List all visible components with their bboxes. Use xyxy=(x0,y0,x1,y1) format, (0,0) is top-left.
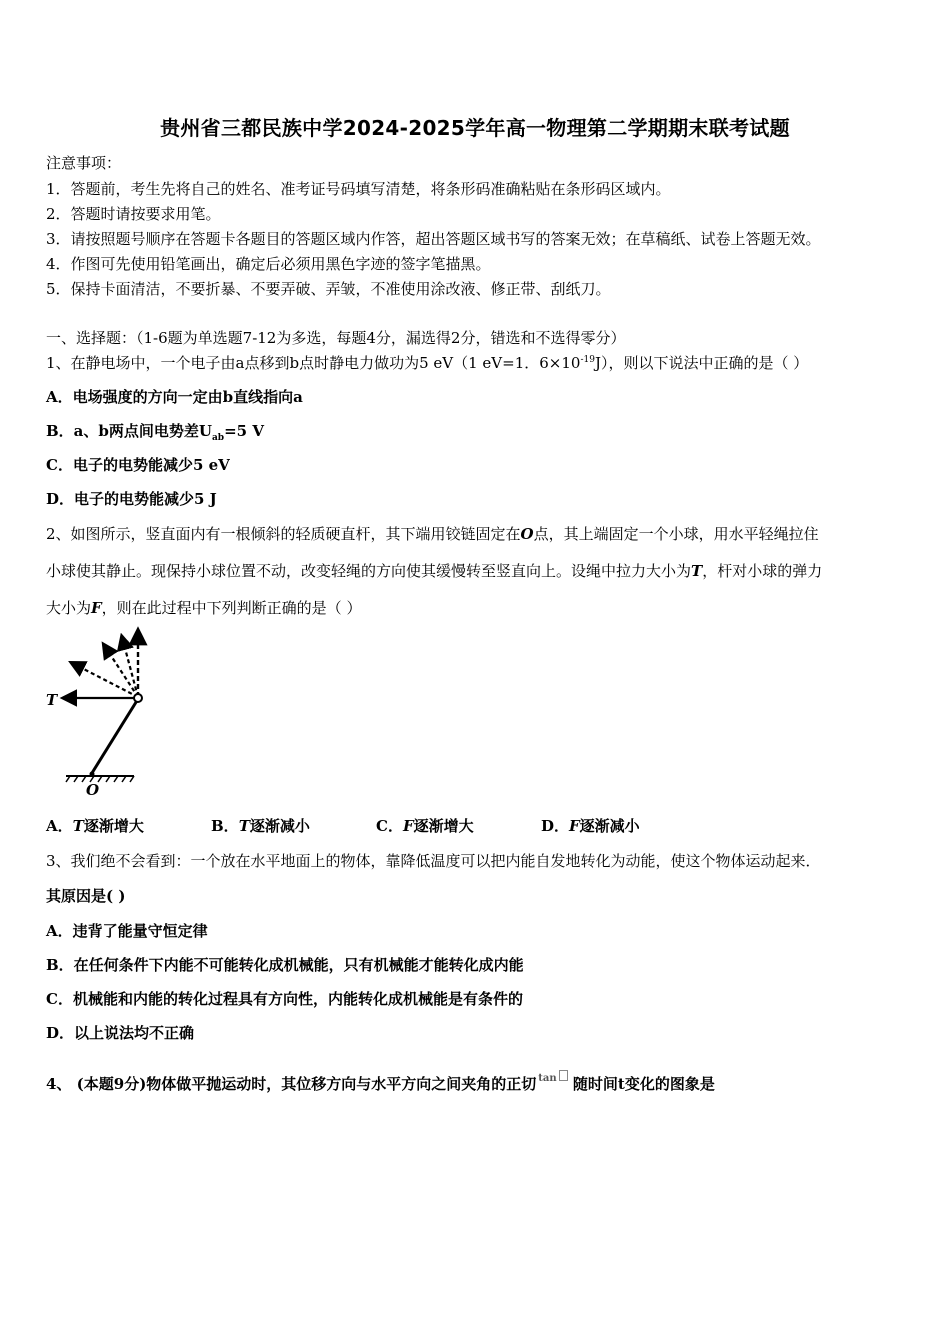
option-text: 逐渐增大 xyxy=(83,817,144,835)
q2-var-f: F xyxy=(91,599,102,617)
q1-option-b-sub: ab xyxy=(211,433,225,443)
option-text: 逐渐增大 xyxy=(413,817,474,835)
q1-exponent: -19 xyxy=(580,355,595,365)
q2-stem-line2 xyxy=(46,560,822,581)
q3-option-c: C．机械能和内能的转化过程具有方向性，内能转化成机械能是有条件的 xyxy=(46,990,523,1008)
ball xyxy=(134,694,142,702)
tan-formula: tan xyxy=(538,1073,557,1084)
note-item: 5．保持卡面清洁，不要折暴、不要弄破、弄皱，不准使用涂改液、修正带、刮纸刀。 xyxy=(46,280,611,298)
q2-text: 小球使其静止。现保持小球位置不动，改变轻绳的方向使其缓慢转至竖直向上。设绳中拉力大小为 xyxy=(46,562,692,580)
note-item: 2．答题时请按要求用笔。 xyxy=(46,205,221,223)
q2-text: ，杆对小球的弹力 xyxy=(702,562,823,580)
q3-option-a: A．违背了能量守恒定律 xyxy=(46,922,208,940)
q1-option-a: A．电场强度的方向一定由b直线指向a xyxy=(46,388,303,406)
rope-dashed-1 xyxy=(72,663,138,697)
label-o: O xyxy=(86,781,100,797)
q2-text: 2、如图所示，竖直面内有一根倾斜的轻质硬直杆，其下端用铰链固定在 xyxy=(46,525,521,543)
option-prefix: D． xyxy=(541,817,570,835)
note-item: 1．答题前，考生先将自己的姓名、准考证号码填写清楚，将条形码准确粘贴在条形码区域内。 xyxy=(46,180,671,198)
q3-stem-line2: 其原因是( ) xyxy=(46,887,126,905)
rope-dashed-2 xyxy=(104,645,138,697)
q2-text: 大小为 xyxy=(46,599,92,617)
q1-option-d: D．电子的电势能减少5 J xyxy=(46,490,217,508)
q2-stem-line1 xyxy=(46,523,819,544)
option-prefix: A． xyxy=(46,817,73,835)
rod xyxy=(92,699,138,773)
q2-figure xyxy=(42,625,162,797)
q1-stem-part: J），则以下说法中正确的是（ ） xyxy=(594,354,809,372)
option-var: T xyxy=(238,817,250,835)
q1-option-b-text: B．a、b两点间电势差U xyxy=(46,422,212,440)
option-var: F xyxy=(569,817,580,835)
q2-option-d xyxy=(541,815,640,836)
q1-stem xyxy=(46,352,808,373)
q2-text: ，则在此过程中下列判断正确的是（ ） xyxy=(101,599,362,617)
q3-stem-line1: 3、我们绝不会看到：一个放在水平地面上的物体，靠降低温度可以把内能自发地转化为动能，使这个物体运动起来． xyxy=(46,852,821,870)
q1-option-b xyxy=(46,420,264,443)
option-var: F xyxy=(402,817,414,835)
q2-var-o: O xyxy=(520,525,534,543)
option-var: T xyxy=(72,817,84,835)
notes-heading: 注意事项： xyxy=(46,154,122,172)
q2-var-t: T xyxy=(691,562,703,580)
q4-text: 随时间t变化的图象是 xyxy=(572,1075,715,1093)
q2-text: 点，其上端固定一个小球，用水平轻绳拉住 xyxy=(533,525,819,543)
q4-text: 4、 (本题9分)物体做平抛运动时，其位移方向与水平方向之间夹角的正切 xyxy=(46,1075,537,1093)
note-item: 3．请按照题号顺序在答题卡各题目的答题区域内作答，超出答题区域书写的答案无效；在草稿纸、试卷上答题无效。 xyxy=(46,230,821,248)
option-prefix: B． xyxy=(211,817,239,835)
q3-option-d: D．以上说法均不正确 xyxy=(46,1024,195,1042)
missing-glyph-icon xyxy=(559,1070,568,1081)
option-prefix: C． xyxy=(376,817,403,835)
q1-option-b-text: =5 V xyxy=(224,422,264,440)
option-text: 逐渐减小 xyxy=(579,817,640,835)
section-heading: 一、选择题：（1-6题为单选题7-12为多选，每题4分，漏选得2分，错选和不选得零分） xyxy=(46,329,626,347)
q1-stem-part: 1、在静电场中，一个电子由a点移到b点时静电力做功为5 eV（1 eV=1．6×10 xyxy=(46,354,581,372)
note-item: 4．作图可先使用铅笔画出，确定后必须用黑色字迹的签字笔描黑。 xyxy=(46,255,491,273)
q2-option-c xyxy=(376,815,474,836)
q4-stem xyxy=(46,1070,715,1094)
q3-option-b: B．在任何条件下内能不可能转化成机械能，只有机械能才能转化成内能 xyxy=(46,956,524,974)
q2-stem-line3 xyxy=(46,597,361,618)
rope-dashed-3 xyxy=(122,637,138,697)
q1-option-c: C．电子的电势能减少5 eV xyxy=(46,456,230,474)
option-text: 逐渐减小 xyxy=(249,817,310,835)
q2-option-a xyxy=(46,815,144,836)
page-title: 贵州省三都民族中学2024-2025学年高一物理第二学期期末联考试题 xyxy=(160,116,790,140)
q2-option-b xyxy=(211,815,310,836)
label-t: T xyxy=(46,691,58,709)
